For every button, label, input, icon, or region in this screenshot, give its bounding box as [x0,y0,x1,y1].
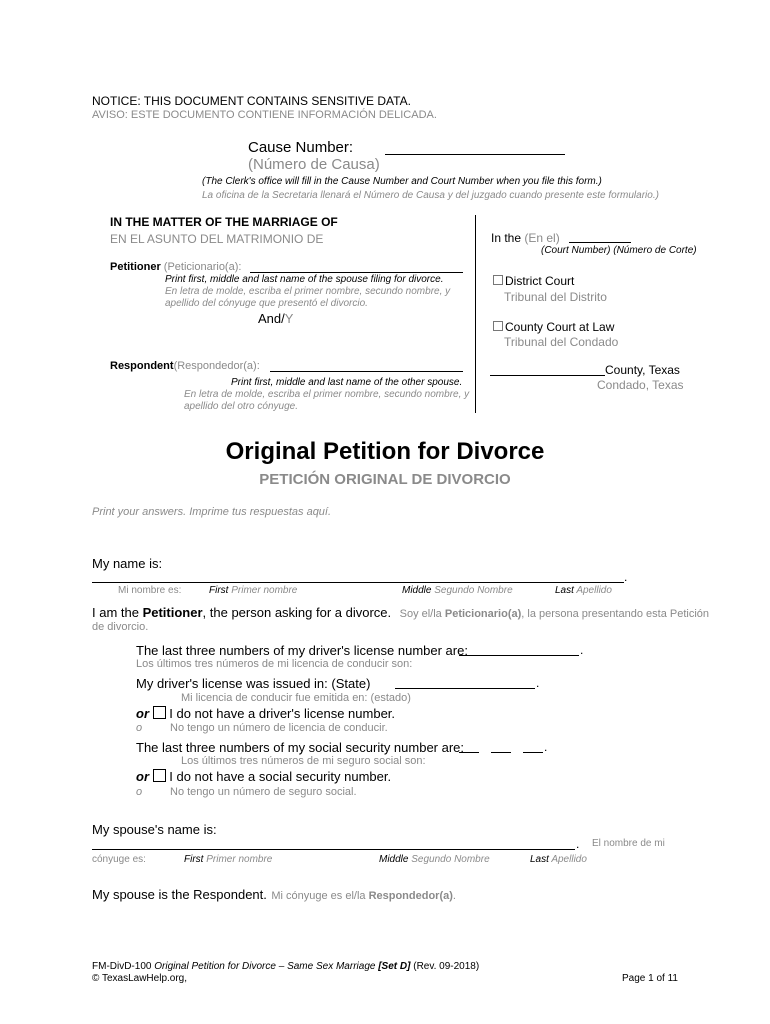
in-the-label-es: (En el) [524,231,560,245]
no-license-row[interactable] [136,706,395,721]
notice-en: NOTICE: THIS DOCUMENT CONTAINS SENSITIVE DATA. [92,94,411,108]
no-license-o: o [136,722,143,734]
county-court-checkbox[interactable] [493,321,503,331]
petitioner-statement-post: , the person asking for a divorce. [202,605,392,620]
cause-number-field[interactable] [385,154,565,155]
spouse-first-es: Primer nombre [206,854,273,865]
license-state-period: . [536,676,540,690]
spouse-conyuge: cónyuge es: [92,854,146,865]
spouse-middle: Middle [379,854,409,865]
cause-number-label-es: (Número de Causa) [248,156,380,173]
no-ssn-or: or [136,769,149,784]
district-court-option[interactable] [493,274,574,288]
my-name-middle-es: Segundo Nombre [434,585,513,596]
no-license-label: I do not have a driver's license number. [169,706,396,721]
footer-rev: (Rev. 09-2018) [413,961,480,972]
my-name-last-row [555,585,612,596]
my-name-middle-row [402,585,513,596]
matter-title: IN THE MATTER OF THE MARRIAGE OF [110,215,338,229]
spouse-middle-es: Segundo Nombre [411,854,490,865]
ssn-period: . [544,740,548,754]
county-label-es: Condado, Texas [597,378,684,392]
license-last-three: The last three numbers of my driver's license number are: [136,643,468,658]
no-ssn-row[interactable] [136,769,391,784]
my-name-last-es: Apellido [576,585,612,596]
spouse-name-field[interactable] [92,849,575,850]
county-court-label: County Court at Law [505,320,615,334]
spouse-first-row [184,854,272,865]
footer-form-id: FM-DivD-100 [92,961,152,972]
county-label: County, Texas [605,363,680,377]
and-label-es: Y [284,311,294,326]
ssn-digit-1[interactable] [459,752,479,753]
respondent-label: Respondent [110,360,174,372]
petitioner-label-es: (Peticionario(a): [163,261,242,273]
spouse-name-period: . [576,837,580,851]
spouse-middle-row [379,854,490,865]
cause-note-en: (The Clerk's office will fill in the Cause Number and Court Number when you file this form.) [202,176,602,187]
my-name-first-es: Primer nombre [231,585,298,596]
court-number-field[interactable] [569,242,631,243]
respondent-hint: Print first, middle and last name of the other spouse. [231,377,463,388]
license-issued-in-es: Mi licencia de conducir fue emitida en: (estado) [181,692,411,704]
license-state-field[interactable] [395,688,535,689]
ssn-last-three-es: Los últimos tres números de mi seguro social son: [181,755,426,767]
in-the-row [491,231,560,245]
petitioner-statement [92,604,709,622]
in-the-label: In the [491,231,522,245]
page-title-es: PETICIÓN ORIGINAL DE DIVORCIO [259,471,511,488]
license-issued-in: My driver's license was issued in: (State) [136,676,371,691]
notice-es: AVISO: ESTE DOCUMENTO CONTIENE INFORMACIÓN DELICADA. [92,109,437,121]
no-ssn-es: No tengo un número de seguro social. [170,786,357,798]
my-name-period: . [624,570,628,584]
my-name-last: Last [555,585,574,596]
respondent-name-field[interactable] [270,371,463,372]
no-ssn-checkbox[interactable] [153,769,166,782]
my-name-label: My name is: [92,556,163,571]
respondent-hint-es-1: En letra de molde, escriba el primer nombre, secundo nombre, y [184,389,470,400]
footer-page-number: Page 1 of 11 [622,973,678,984]
no-ssn-o: o [136,786,143,798]
ssn-digit-3[interactable] [523,752,543,753]
petitioner-statement-es-pre: Soy el/la [399,608,445,620]
ssn-last-three: The last three numbers of my social security number are: [136,740,465,755]
spouse-name-label: My spouse's name is: [92,822,217,837]
caption-divider [475,215,476,413]
district-court-label-es: Tribunal del Distrito [504,290,607,304]
no-license-es: No tengo un número de licencia de conducir. [170,722,388,734]
my-name-field[interactable] [92,582,624,583]
district-court-label: District Court [505,274,575,288]
ssn-digit-2[interactable] [491,752,511,753]
license-last-three-es: Los últimos tres números de mi licencia de conducir son: [136,658,413,670]
cause-note-es: La oficina de la Secretaria llenará el Número de Causa y del juzgado cuando presente este formulario.) [202,190,659,201]
court-number-hint: (Court Number) (Número de Corte) [541,245,697,256]
spouse-last-row [530,854,587,865]
petitioner-label: Petitioner [110,261,161,273]
page-title: Original Petition for Divorce [225,438,545,465]
spouse-respondent-pre: My spouse is the Respondent. [92,887,267,902]
petitioner-label-row [110,261,241,273]
respondent-label-row [110,360,260,372]
my-name-first-row [209,585,297,596]
footer-form-line [92,961,479,972]
instructions: Print your answers. Imprime tus respuestas aquí. [92,506,332,518]
spouse-first: First [184,854,204,865]
spouse-respondent-statement [92,886,456,904]
petitioner-statement-es-line2: de divorcio. [92,621,149,633]
no-ssn-label: I do not have a social security number. [169,769,392,784]
petitioner-statement-es-post: , la persona presentando esta Petición [521,608,710,620]
spouse-respondent-es-pre: Mi cónyuge es el/la [271,890,369,902]
cause-number-label: Cause Number: [248,139,354,156]
matter-title-es: EN EL ASUNTO DEL MATRIMONIO DE [110,232,324,246]
petitioner-hint: Print first, middle and last name of the spouse filing for divorce. [165,274,444,285]
respondent-label-es: (Respondedor(a): [173,360,260,372]
petitioner-statement-pre: I am the [92,605,143,620]
my-name-middle: Middle [402,585,432,596]
respondent-hint-es-2: apellido del otro cónyuge. [184,401,298,412]
petitioner-statement-es-bold: Peticionario(a) [444,608,522,620]
petitioner-statement-bold: Petitioner [142,605,203,620]
district-court-checkbox[interactable] [493,275,503,285]
footer-form-title: Original Petition for Divorce – Same Sex Marriage [154,961,376,972]
spouse-respondent-es-post: . [452,890,456,902]
my-name-first: First [209,585,229,596]
spouse-last-es: Apellido [551,854,587,865]
spouse-last: Last [530,854,549,865]
no-license-checkbox[interactable] [153,706,166,719]
spouse-el-nombre: El nombre de mi [592,838,665,849]
license-last-three-period: . [580,643,584,657]
petitioner-hint-es-1: En letra de molde, escriba el primer nombre, secundo nombre, y [165,286,451,297]
petitioner-name-field[interactable] [250,272,463,273]
county-court-option[interactable] [493,320,614,334]
petitioner-hint-es-2: apellido del cónyuge que presentó el divorcio. [165,298,368,309]
license-last-three-field[interactable] [459,655,579,656]
county-court-label-es: Tribunal del Condado [504,335,619,349]
and-label-row [258,311,293,326]
footer-copyright: © TexasLawHelp.org, [92,973,188,984]
spouse-respondent-es-bold: Respondedor(a) [368,890,453,902]
county-field[interactable] [490,375,605,376]
no-license-or: or [136,706,149,721]
and-label: And/ [258,311,285,326]
my-name-mi-nombre: Mi nombre es: [118,585,182,596]
footer-set: [Set D] [378,961,411,972]
